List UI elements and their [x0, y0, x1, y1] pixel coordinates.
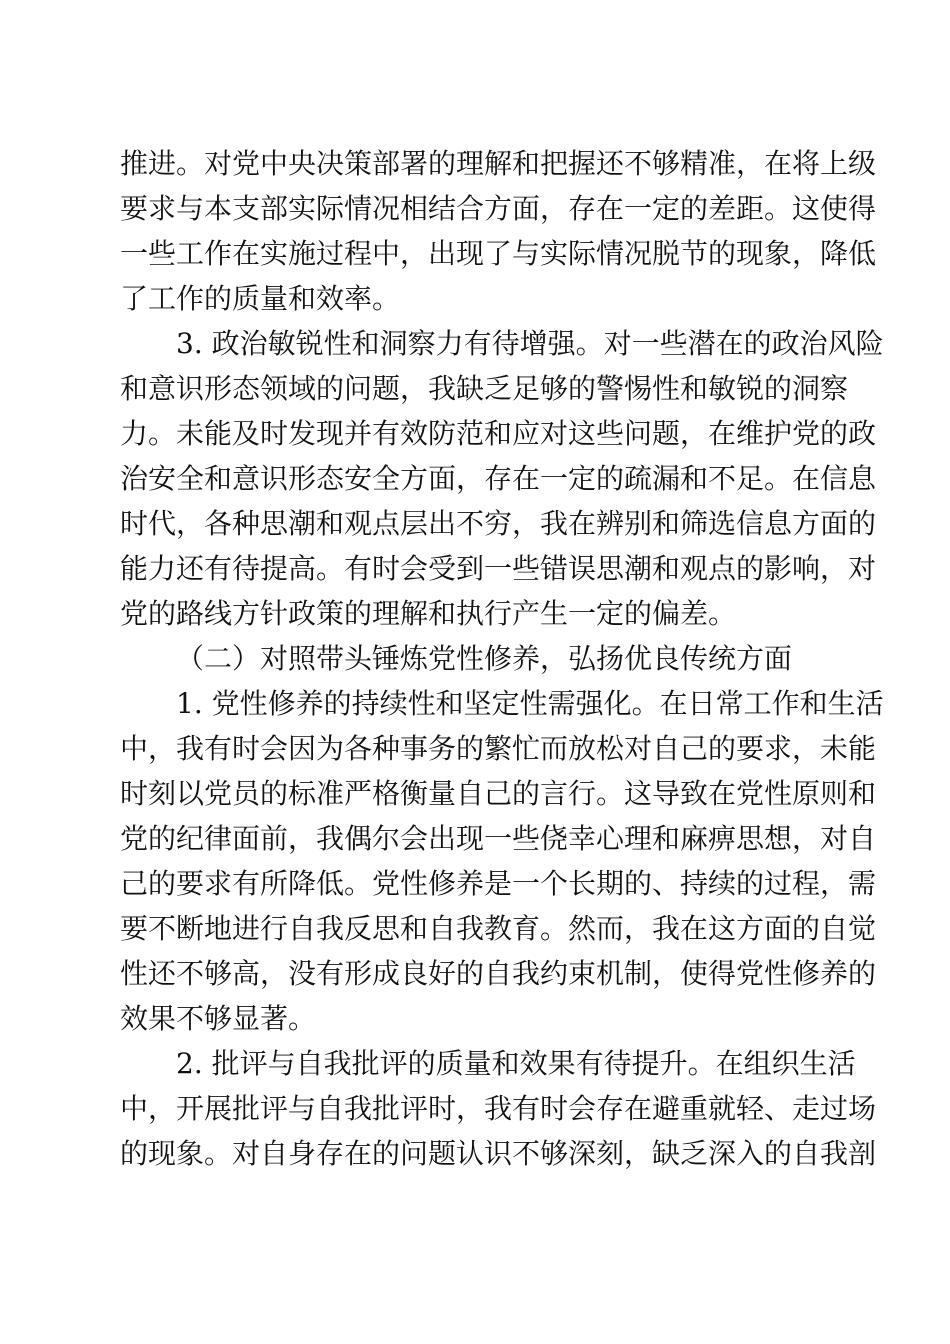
text-line: 1. 党性修养的持续性和坚定性需强化。在日常工作和生活 [176, 687, 884, 720]
text-line: 能力还有待提高。有时会受到一些错误思潮和观点的影响，对 [120, 552, 877, 585]
text-line: 一些工作在实施过程中，出现了与实际情况脱节的现象，降低 [120, 237, 877, 270]
text-line: 3. 政治敏锐性和洞察力有待增强。对一些潜在的政治风险 [176, 327, 884, 360]
text-line: 效果不够显著。 [120, 1002, 317, 1035]
text-line: 的现象。对自身存在的问题认识不够深刻，缺乏深入的自我剖 [120, 1137, 877, 1170]
text-line: 己的要求有所降低。党性修养是一个长期的、持续的过程，需 [120, 867, 877, 900]
text-line: 力。未能及时发现并有效防范和应对这些问题，在维护党的政 [120, 417, 877, 450]
text-line: 性还不够高，没有形成良好的自我约束机制，使得党性修养的 [120, 957, 877, 990]
text-line: 中，开展批评与自我批评时，我有时会存在避重就轻、走过场 [120, 1092, 877, 1125]
text-line: 时代，各种思潮和观点层出不穷，我在辨别和筛选信息方面的 [120, 507, 877, 540]
text-line: 中，我有时会因为各种事务的繁忙而放松对自己的要求，未能 [120, 732, 877, 765]
text-line: 时刻以党员的标准严格衡量自己的言行。这导致在党性原则和 [120, 777, 877, 810]
text-line: 党的路线方针政策的理解和执行产生一定的偏差。 [120, 597, 737, 630]
text-line: 了工作的质量和效率。 [120, 282, 401, 315]
text-line: 要求与本支部实际情况相结合方面，存在一定的差距。这使得 [120, 192, 877, 225]
text-line: 2. 批评与自我批评的质量和效果有待提升。在组织生活 [176, 1047, 856, 1080]
text-line: 要不断地进行自我反思和自我教育。然而，我在这方面的自觉 [120, 912, 877, 945]
text-line: 治安全和意识形态安全方面，存在一定的疏漏和不足。在信息 [120, 462, 877, 495]
section-heading: （二）对照带头锤炼党性修养，弘扬优良传统方面 [176, 642, 793, 675]
text-line: 推进。对党中央决策部署的理解和把握还不够精准，在将上级 [120, 147, 877, 180]
text-line: 和意识形态领域的问题，我缺乏足够的警惕性和敏锐的洞察 [120, 372, 849, 405]
text-line: 党的纪律面前，我偶尔会出现一些侥幸心理和麻痹思想，对自 [120, 822, 877, 855]
